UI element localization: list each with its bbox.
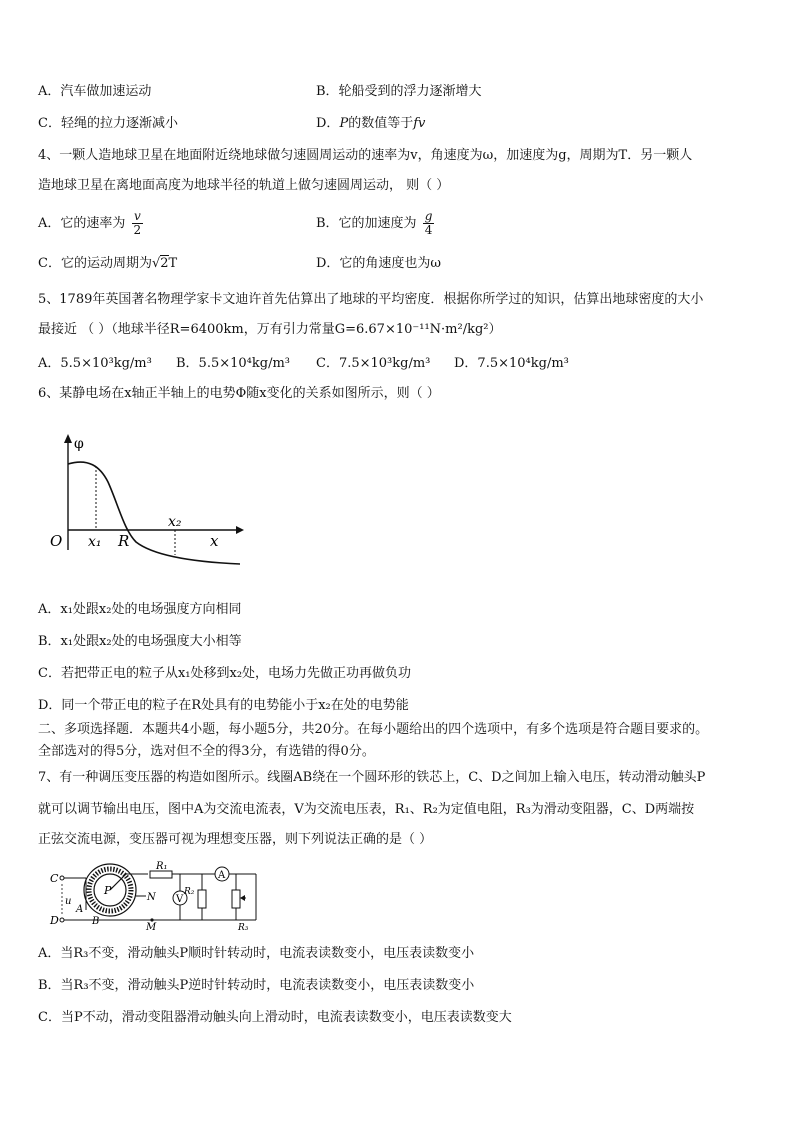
section-2-instructions: 全部选对的得5分，选对但不全的得3分，有选错的得0分。 bbox=[38, 744, 375, 759]
q4-option-c-radicand: 2 bbox=[160, 256, 169, 271]
q3-option-c: C．轻绳的拉力逐渐减小 bbox=[38, 116, 178, 131]
q4-option-a bbox=[38, 210, 143, 237]
q3-option-b: B．轮船受到的浮力逐渐增大 bbox=[316, 84, 482, 99]
q4-option-a-fraction bbox=[132, 210, 144, 237]
q5-option-a: A．5.5×10³kg/m³ bbox=[38, 356, 152, 371]
origin-label: O bbox=[50, 532, 63, 550]
label-r1: R₁ bbox=[156, 861, 168, 872]
q3-option-a: A．汽车做加速运动 bbox=[38, 84, 152, 99]
terminal-d bbox=[60, 918, 64, 922]
label-c: C bbox=[50, 872, 59, 885]
q4-option-b-fraction bbox=[423, 210, 435, 237]
terminal-c bbox=[60, 876, 64, 880]
q7-option-c: C．当P不动，滑动变阻器滑动触头向上滑动时，电流表读数变小，电压表读数变大 bbox=[38, 1010, 512, 1025]
q6-option-d: D．同一个带正电的粒子在R处具有的电势能小于x₂在处的电势能 bbox=[38, 698, 409, 713]
q3-option-d-p: P bbox=[339, 116, 349, 131]
q5-option-c: C．7.5×10³kg/m³ bbox=[316, 356, 431, 371]
potential-graph bbox=[44, 430, 250, 570]
q3-option-d-prefix: D． bbox=[316, 116, 340, 131]
label-d: D bbox=[50, 914, 59, 927]
rheostat-arrow-icon bbox=[240, 895, 245, 901]
resistor-r3 bbox=[232, 890, 240, 908]
label-m: M bbox=[146, 922, 157, 932]
q6-option-b: B．x₁处跟x₂处的电场强度大小相等 bbox=[38, 634, 242, 649]
q4-stem-line2: 造地球卫星在离地面高度为地球半径的轨道上做匀速圆周运动， 则（ ） bbox=[38, 178, 450, 193]
q5-option-d: D．7.5×10⁴kg/m³ bbox=[454, 356, 569, 371]
label-r3: R₃ bbox=[238, 923, 249, 932]
q7-stem-line3: 正弦交流电源，变压器可视为理想变压器，则下列说法正确的是（ ） bbox=[38, 832, 433, 847]
y-axis-arrow-icon bbox=[64, 434, 72, 443]
q4-option-a-text: A．它的速率为 bbox=[38, 216, 126, 231]
q5-stem-line2: 最接近 （ ）（地球半径R=6400km，万有引力常量G=6.67×10⁻¹¹N·m²/kg²） bbox=[38, 322, 502, 337]
label-r2: R₂ bbox=[184, 887, 195, 897]
label-v: V bbox=[176, 894, 184, 905]
q4-option-b-denominator: 4 bbox=[424, 223, 433, 237]
q6-option-a: A．x₁处跟x₂处的电场强度方向相同 bbox=[38, 602, 242, 617]
sqrt-icon: √ bbox=[151, 256, 161, 271]
label-b: B bbox=[92, 916, 100, 927]
q4-option-a-numerator: v bbox=[132, 210, 144, 224]
q3-option-d-text: 的数值等于 bbox=[348, 116, 414, 131]
resistor-r2 bbox=[198, 890, 206, 908]
label-a-meter: A bbox=[218, 870, 226, 881]
q7-stem-line2: 就可以调节输出电压，图中A为交流电流表，V为交流电压表，R₁、R₂为定值电阻，R₃为滑动变阻器，C、D两端按 bbox=[38, 802, 695, 817]
q3-option-d bbox=[316, 116, 425, 132]
q7-stem-line1: 7、有一种调压变压器的构造如图所示。线圈AB绕在一个圆环形的铁芯上，C、D之间加上输入电压，转动滑动触头P bbox=[38, 770, 706, 785]
resistor-r1 bbox=[150, 871, 172, 878]
q4-option-b-text: B．它的加速度为 bbox=[316, 216, 417, 231]
q4-option-c-unit: T bbox=[168, 256, 178, 271]
x2-label: x₂ bbox=[168, 514, 182, 530]
r-label: R bbox=[118, 532, 130, 550]
label-p: P bbox=[104, 884, 112, 897]
x1-label: x₁ bbox=[88, 534, 102, 550]
q4-option-a-denominator: 2 bbox=[133, 223, 142, 237]
label-n: N bbox=[147, 892, 156, 903]
transformer-circuit bbox=[46, 860, 268, 932]
q3-option-d-expr: fv bbox=[413, 116, 426, 131]
x-axis-arrow-icon bbox=[236, 526, 244, 534]
q5-option-b: B．5.5×10⁴kg/m³ bbox=[176, 356, 290, 371]
q6-option-c: C．若把带正电的粒子从x₁处移到x₂处，电场力先做正功再做负功 bbox=[38, 666, 412, 681]
q7-option-b: B．当R₃不变，滑动触头P逆时针转动时，电流表读数变小，电压表读数变小 bbox=[38, 978, 475, 993]
q7-option-a: A．当R₃不变，滑动触头P顺时针转动时，电流表读数变小，电压表读数变小 bbox=[38, 946, 475, 961]
q4-option-d: D．它的角速度也为ω bbox=[316, 256, 442, 271]
q4-option-c bbox=[38, 256, 177, 272]
q4-option-c-text: C．它的运动周期为 bbox=[38, 256, 152, 271]
label-a-coil: A bbox=[76, 904, 84, 915]
q5-stem-line1: 5、1789年英国著名物理学家卡文迪许首先估算出了地球的平均密度．根据你所学过的知识，估算出地球密度的大小 bbox=[38, 292, 704, 307]
x-label: x bbox=[210, 532, 219, 550]
section-2-heading: 二、多项选择题．本题共4小题，每小题5分，共20分。在每小题给出的四个选项中，有多个选项是符合题目要求的。 bbox=[38, 722, 709, 737]
q4-option-b bbox=[316, 210, 434, 237]
q4-stem-line1: 4、一颗人造地球卫星在地面附近绕地球做匀速圆周运动的速率为v，角速度为ω，加速度为g，周期为T．另一颗人 bbox=[38, 148, 693, 163]
label-u: u bbox=[65, 896, 72, 907]
q6-stem: 6、某静电场在x轴正半轴上的电势Φ随x变化的关系如图所示，则（ ） bbox=[38, 386, 440, 401]
q4-option-b-numerator: g bbox=[424, 209, 433, 223]
phi-label: φ bbox=[74, 436, 84, 452]
